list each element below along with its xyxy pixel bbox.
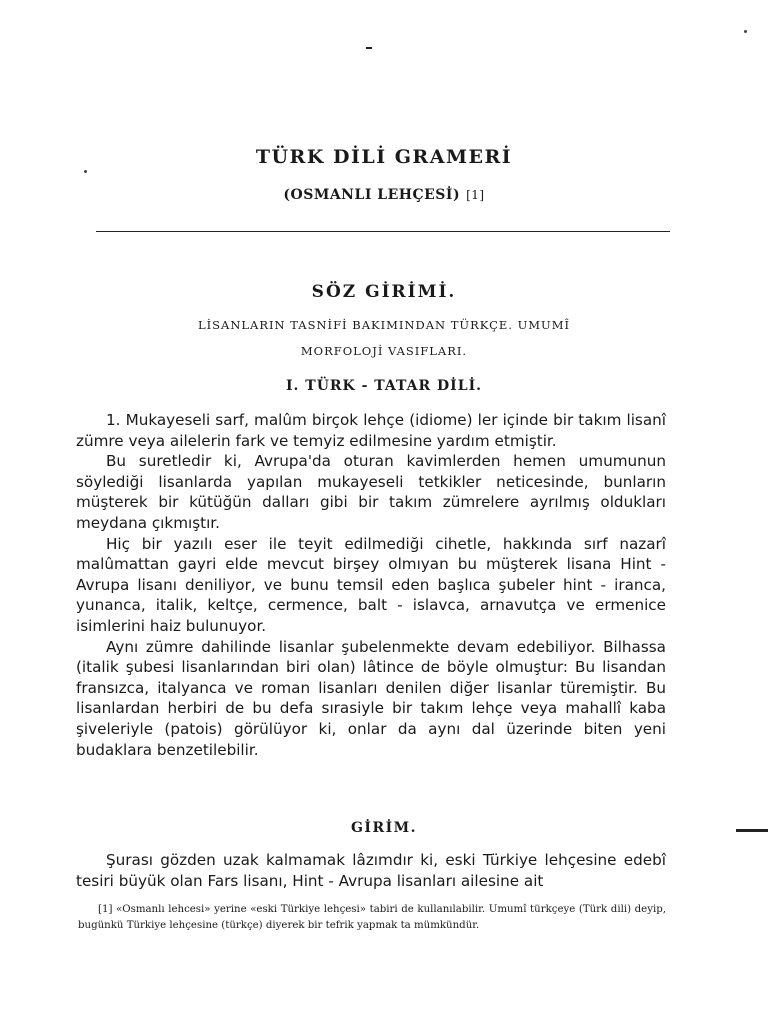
paragraph: Aynı zümre dahilinde lisanlar şubelenmekte devam edebiliyor. Bilhassa (italik şubesi lisanlarından biri olan) lâtince de böyle olmuştur: Bu lisandan fransızca, italyanca ve roman lisanları denilen diğer lisanlar türemiştir. Bu lisanlardan herbiri de bu defa sırasiyle bir takım lehçe veya mahallî kaba şiveleriyle (patois) görülüyor ki, onlar da aynı dal üzerinde biten yeni budaklara benzetilebilir. (76, 637, 666, 759)
print-mark (366, 47, 372, 49)
page-title: TÜRK DİLİ GRAMERİ (255, 146, 513, 168)
page-subtitle (0, 187, 768, 203)
intro-body (76, 410, 666, 760)
print-mark (744, 30, 747, 33)
subheading-line-2: MORFOLOJİ VASIFLARI. (300, 344, 468, 358)
paragraph: Hiç bir yazılı eser ile teyit edilmediği cihetle, hakkında sırf nazarî malûmattan gayri elde mevcut birşey olmıyan bu müşterek lisana Hint - Avrupa lisanı deniliyor, ve bunu temsil eden başlıca şubeler hint - iranca, yunanca, italik, keltçe, cermence, balt - islavca, arnavutça ve ermenice isimlerini haiz bulunuyor. (76, 534, 666, 635)
footnote-marker: [1] (466, 188, 485, 202)
subtitle-text: (OSMANLI LEHÇESİ) (283, 187, 461, 203)
part-title: I. TÜRK - TATAR DİLİ. (285, 378, 482, 394)
subheading-line-1: LİSANLARIN TASNİFİ BAKIMINDAN TÜRKÇE. UMUMÎ (197, 318, 571, 332)
section-title: SÖZ GİRİMİ. (311, 282, 457, 302)
girim-body (76, 850, 666, 891)
footnote-text: [1] «Osmanlı lehcesi» yerine «eski Türkiye lehçesi» tabiri de kullanılabilir. Umumî türkçeye (Türk dili) deyip, bugünkü Türkiye lehçesine (türkçe) diyerek bir tefrik yapmak ta mümkündür. (78, 904, 666, 931)
girim-title: GİRİM. (350, 820, 418, 836)
paragraph: Bu suretledir ki, Avrupa'da oturan kavimlerden hemen umumunun söylediği lisanlarda yapılan mukayeseli tetkikler neticesinde, bunların müşterek bir kütüğün dalları gibi bir takım zümrelere ayrılmış oldukları meydana çıkmıştır. (76, 452, 666, 532)
header-rule (96, 231, 670, 232)
paragraph: Şurası gözden uzak kalmamak lâzımdır ki, eski Türkiye lehçesine edebî tesiri büyük olan Fars lisanı, Hint - Avrupa lisanları ailesine ait (76, 851, 666, 890)
footnote (78, 902, 666, 934)
paragraph: 1. Mukayeseli sarf, malûm birçok lehçe (idiome) ler içinde bir takım lisanî zümre veya ailelerin fark ve temyiz edilmesine yardım etmiştir. (76, 411, 666, 450)
print-mark (84, 170, 87, 173)
